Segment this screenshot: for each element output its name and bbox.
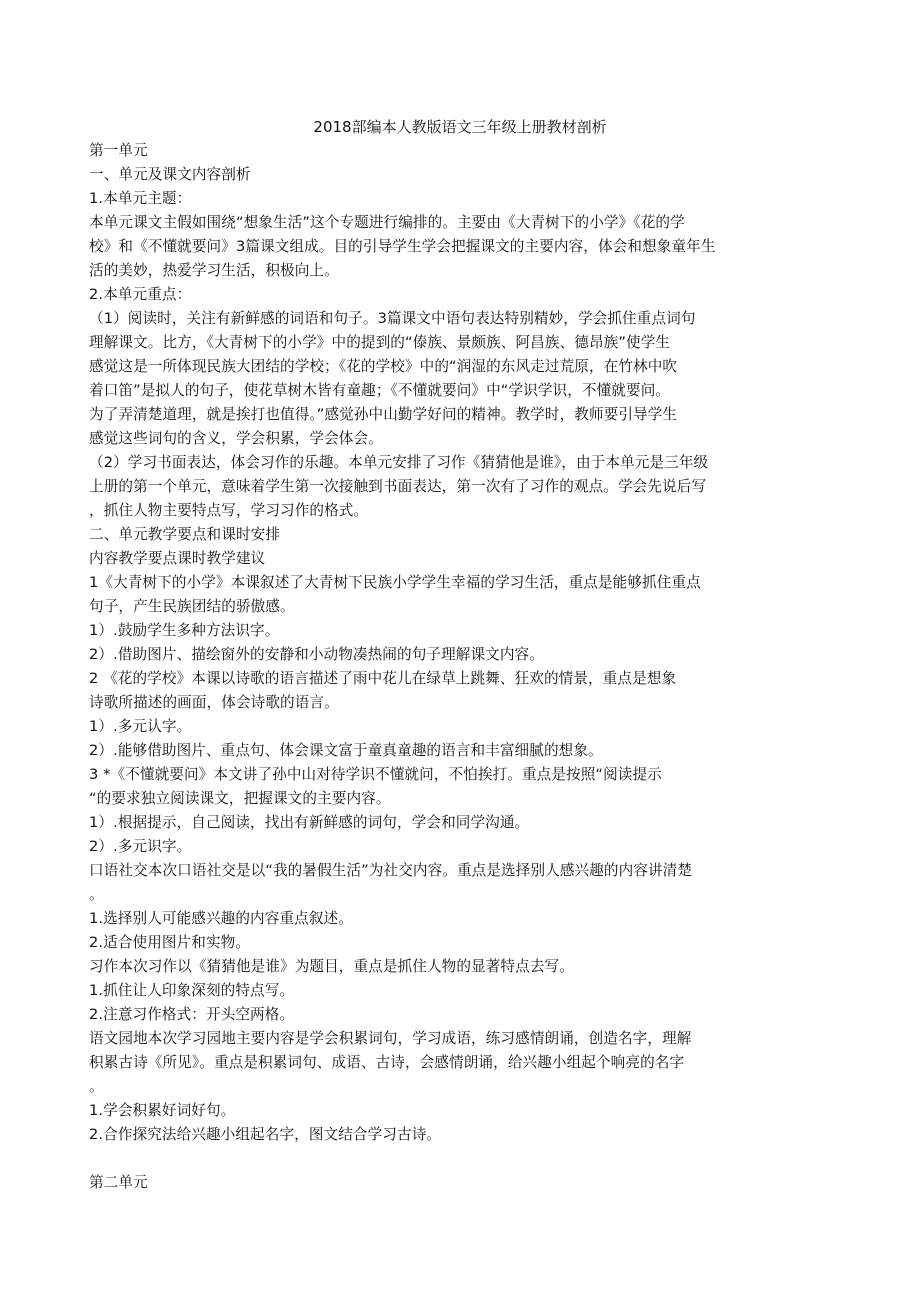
text-line: 感觉这是一所体现民族大团结的学校；《花的学校》中的“润湿的东风走过荒原，在竹林中吹 — [89, 358, 678, 375]
text-line: 2.合作探究法给兴趣小组起名字，图文结合学习古诗。 — [89, 1126, 442, 1143]
text-line: 内容教学要点课时教学建议 — [89, 550, 266, 567]
text-line: “的要求独立阅读课文，把握课文的主要内容。 — [89, 790, 391, 807]
text-line: 1）.多元认字。 — [89, 718, 192, 735]
text-line: 上册的第一个单元，意味着学生第一次接触到书面表达，第一次有了习作的观点。学会先说后写 — [89, 478, 707, 495]
text-line: 诗歌所描述的画面，体会诗歌的语言。 — [89, 694, 339, 711]
text-line: 2）.借助图片、描绘窗外的安静和小动物凑热闹的句子理解课文内容。 — [89, 646, 544, 663]
document-title: 2018部编本人教版语文三年级上册教材剖析 — [313, 118, 607, 136]
text-line: 第一单元 — [89, 142, 148, 159]
text-line: 2.注意习作格式：开头空两格。 — [89, 1006, 295, 1023]
text-line: 3 *《不懂就要问》本文讲了孙中山对待学识不懂就问，不怕挨打。重点是按照“阅读提示 — [89, 766, 662, 783]
text-line: （1）阅读时，关注有新鲜感的词语和句子。3篇课文中语句表达特别精妙，学会抓住重点词句 — [89, 310, 696, 327]
text-line: 1）.根据提示，自己阅读，找出有新鲜感的词句，学会和同学沟通。 — [89, 814, 530, 831]
text-line: 一、单元及课文内容剖析 — [89, 166, 251, 183]
text-line: 第二单元 — [89, 1174, 148, 1191]
text-line: 1《大青树下的小学》本课叙述了大青树下民族小学学生幸福的学习生活，重点是能够抓住重点 — [89, 574, 701, 591]
text-line: 校》和《不懂就要问》3篇课文组成。目的引导学生学会把握课文的主要内容，体会和想象童年生 — [89, 238, 716, 255]
text-line: 。 — [89, 886, 104, 903]
text-line: 1）.鼓励学生多种方法识字。 — [89, 622, 280, 639]
text-line: ，抓住人物主要特点写，学习习作的格式。 — [89, 502, 369, 519]
text-line: 口语社交本次口语社交是以“我的暑假生活”为社交内容。重点是选择别人感兴趣的内容讲清楚 — [89, 862, 693, 879]
text-line: 本单元课文主假如围绕“想象生活”这个专题进行编排的。主要由《大青树下的小学》《花的学 — [89, 214, 685, 231]
text-line: （2）学习书面表达，体会习作的乐趣。本单元安排了习作《猜猜他是谁》，由于本单元是三年级 — [89, 454, 709, 471]
text-line: 语文园地本次学习园地主要内容是学会积累词句，学习成语，练习感情朗诵，创造名字，理解 — [89, 1030, 692, 1047]
text-line: 。 — [89, 1078, 104, 1095]
text-line: 2.本单元重点： — [89, 286, 192, 303]
text-line: 1.学会积累好词好句。 — [89, 1102, 236, 1119]
text-line: 2）.多元识字。 — [89, 838, 192, 855]
text-line: 1.抓住让人印象深刻的特点写。 — [89, 982, 295, 999]
text-line: 感觉这些词句的含义，学会积累，学会体会。 — [89, 430, 383, 447]
text-line: 2）.能够借助图片、重点句、体会课文富于童真童趣的语言和丰富细腻的想象。 — [89, 742, 603, 759]
text-line: 2.适合使用图片和实物。 — [89, 934, 251, 951]
text-line: 1.选择别人可能感兴趣的内容重点叙述。 — [89, 910, 353, 927]
text-line: 句子，产生民族团结的骄傲感。 — [89, 598, 295, 615]
text-line: 积累古诗《所见》。重点是积累词句、成语、古诗，会感情朗诵，给兴趣小组起个响亮的名字 — [89, 1054, 685, 1071]
text-line: 二、单元教学要点和课时安排 — [89, 526, 281, 543]
text-line: 着口笛”是拟人的句子，使花草树木皆有童趣；《不懂就要问》中“学识学识，不懂就要问。 — [89, 382, 671, 399]
text-line: 理解课文。比方，《大青树下的小学》中的提到的“傣族、景颇族、阿昌族、德昂族”使学生 — [89, 334, 671, 351]
document-body — [89, 139, 829, 1195]
text-line: 活的美妙，热爱学习生活，积极向上。 — [89, 262, 339, 279]
text-line: 习作本次习作以《猜猜他是谁》为题目，重点是抓住人物的显著特点去写。 — [89, 958, 574, 975]
text-line: 为了弄清楚道理，就是挨打也值得。”感觉孙中山勤学好问的精神。教学时，教师要引导学生 — [89, 406, 678, 423]
text-line: 1.本单元主题： — [89, 190, 192, 207]
text-line: 2 《花的学校》本课以诗歌的语言描述了雨中花儿在绿草上跳舞、狂欢的情景，重点是想象 — [89, 670, 677, 687]
